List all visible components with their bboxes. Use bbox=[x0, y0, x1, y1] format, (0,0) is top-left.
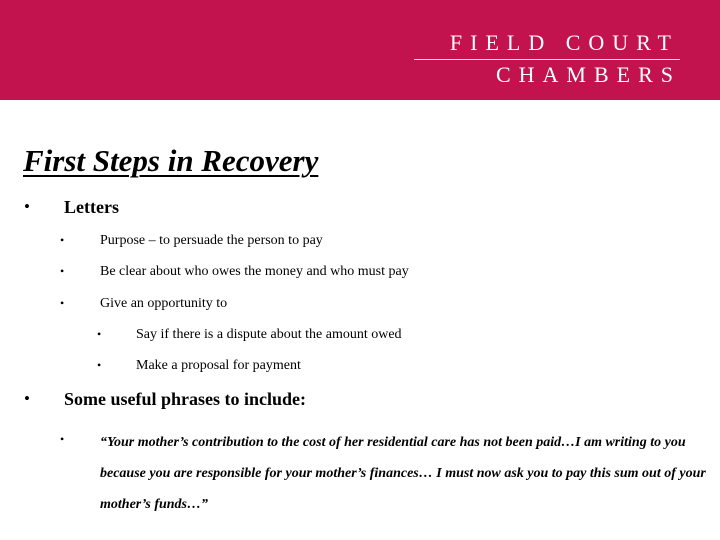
bullet-dot: • bbox=[60, 233, 65, 247]
bullet-dot: • bbox=[97, 358, 102, 372]
brand-divider bbox=[414, 59, 680, 60]
bullet-dot: • bbox=[24, 389, 30, 408]
slide-title: First Steps in Recovery bbox=[23, 143, 319, 178]
bullet-heading: Some useful phrases to include: bbox=[64, 389, 307, 409]
brand-name-line2: CHAMBERS bbox=[495, 62, 681, 87]
bullet-text: Say if there is a dispute about the amount owed bbox=[136, 327, 402, 342]
bullet-dot: • bbox=[60, 264, 65, 278]
quote-text: “Your mother’s contribution to the cost of her residential care has not been paid…I am writing to you because you are responsible for your mother’s finances… I must now ask you to pay this sum out of your mother’s funds…” bbox=[100, 435, 706, 512]
bullet-heading: Letters bbox=[64, 197, 119, 217]
bullet-text: Give an opportunity to bbox=[100, 296, 228, 311]
bullet-dot: • bbox=[60, 296, 65, 310]
bullet-dot: • bbox=[97, 327, 102, 341]
bullet-dot: • bbox=[24, 197, 30, 216]
header-banner bbox=[0, 0, 720, 100]
bullet-text: Purpose – to persuade the person to pay bbox=[100, 233, 323, 248]
bullet-dot: • bbox=[60, 432, 65, 446]
brand-name-line1: FIELD COURT bbox=[449, 30, 679, 55]
bullet-text: Be clear about who owes the money and who must pay bbox=[100, 264, 409, 279]
bullet-text: Make a proposal for payment bbox=[136, 358, 301, 373]
